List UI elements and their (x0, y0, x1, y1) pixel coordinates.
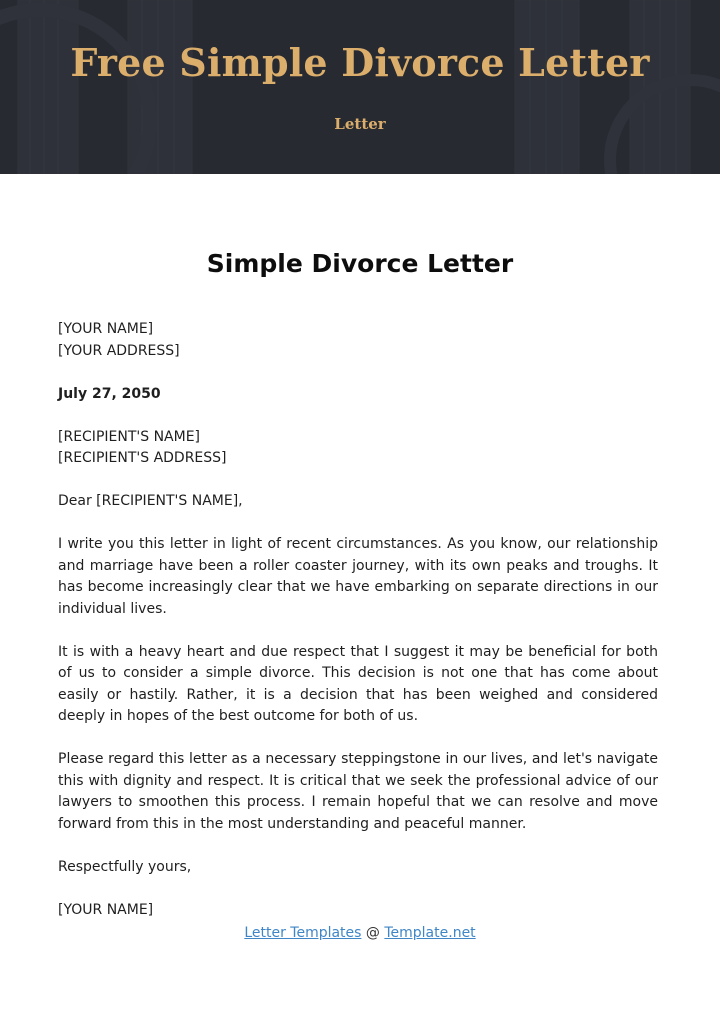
closing: Respectfully yours, (58, 858, 192, 875)
footer-attribution (0, 925, 720, 941)
sender-address: [YOUR ADDRESS] (58, 342, 180, 359)
body-paragraph-2: It is with a heavy heart and due respect that I suggest it may be beneficial for both of us to consider a simple divorce. This decision is not one that has come about easily or hastily. Rather, it is a decision that has been weighed and considered deeply in hopes of the best outcome for both of us. (58, 643, 658, 724)
letter-body (58, 319, 658, 921)
sender-name: [YOUR NAME] (58, 321, 154, 337)
letter-date: July 27, 2050 (58, 385, 161, 402)
footer-separator: @ (365, 925, 380, 941)
banner-title: Free Simple Divorce Letter (70, 40, 650, 85)
recipient-address: [RECIPIENT'S ADDRESS] (58, 450, 227, 466)
body-paragraph-3: Please regard this letter as a necessary steppingstone in our lives, and let's navigate this with dignity and respect. It is critical that we seek the professional advice of our lawyers to smoothen this process. I remain hopeful that we can resolve and move forward from this in the most understanding and peaceful manner. (58, 751, 658, 832)
header-banner (0, 0, 720, 174)
banner-subtitle: Letter (334, 115, 386, 133)
columns-background-graphic (0, 0, 720, 174)
letter-title: Simple Divorce Letter (206, 249, 514, 278)
signature-name: [YOUR NAME] (58, 901, 154, 918)
body-paragraph-1: I write you this letter in light of recent circumstances. As you know, our relationship and marriage have been a roller coaster journey, with its own peaks and troughs. It has become increasingly clear that we have embarking on separate directions in our individual lives. (58, 536, 658, 617)
recipient-name: [RECIPIENT'S NAME] (58, 428, 201, 445)
salutation: Dear [RECIPIENT'S NAME], (58, 493, 243, 509)
letter-templates-link[interactable]: Letter Templates (244, 925, 362, 941)
template-net-link[interactable]: Template.net (384, 925, 476, 941)
